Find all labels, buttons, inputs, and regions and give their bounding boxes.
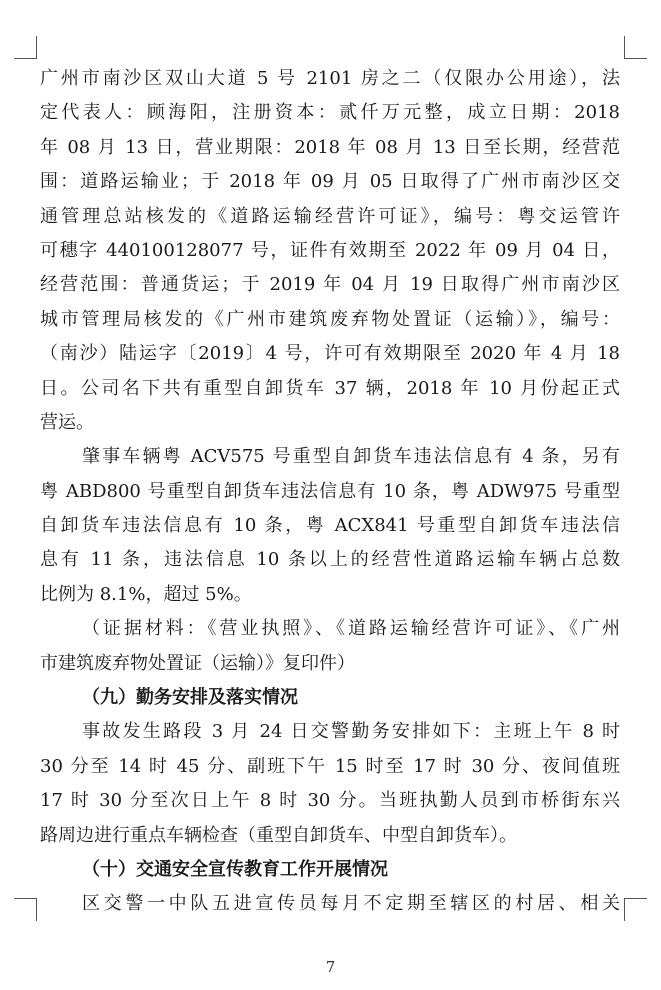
text-line: 肇事车辆粤 ACV575 号重型自卸货车违法信息有 4 条，另有 (82, 446, 620, 468)
text-line: 日。公司名下共有重型自卸货车 37 辆，2018 年 10 月份起正式 (40, 377, 620, 399)
text-line: 市建筑废弃物处置证（运输）》复印件） (40, 652, 355, 674)
text-line: （证据材料：《营业执照》、《道路运输经营许可证》、《广州 (82, 618, 620, 640)
section-heading: （九）勤务安排及落实情况 (82, 687, 298, 709)
text-line: 粤 ABD800 号重型自卸货车违法信息有 10 条，粤 ADW975 号重型 (40, 480, 620, 502)
text-line: 自卸货车违法信息有 10 条，粤 ACX841 号重型自卸货车违法信 (40, 515, 620, 537)
text-line: 围：道路运输业；于 2018 年 09 月 05 日取得了广州市南沙区交 (40, 171, 620, 193)
crop-mark-bottom-left (14, 898, 37, 921)
text-line: 比例为 8.1%，超过 5%。 (40, 583, 252, 605)
page-number: 7 (325, 958, 336, 976)
text-line: 区交警一中队五进宣传员每月不定期至辖区的村居、相关 (82, 893, 620, 915)
text-line: 息有 11 条，违法信息 10 条以上的经营性道路运输车辆占总数 (40, 549, 620, 571)
text-line: 事故发生路段 3 月 24 日交警勤务安排如下：主班上午 8 时 (82, 721, 620, 743)
text-line: 30 分至 14 时 45 分、副班下午 15 时至 17 时 30 分、夜间值班 (40, 755, 620, 777)
crop-mark-bottom-right (624, 898, 647, 921)
crop-mark-top-left (14, 36, 37, 59)
text-line: 可穗字 440100128077 号，证件有效期至 2022 年 09 月 04 日， (40, 239, 620, 261)
crop-mark-top-right (624, 36, 647, 59)
section-heading: （十）交通安全宣传教育工作开展情况 (82, 858, 388, 880)
text-line: 路周边进行重点车辆检查（重型自卸货车、中型自卸货车）。 (40, 824, 517, 846)
document-body (40, 62, 620, 922)
text-line: 通管理总站核发的《道路运输经营许可证》，编号：粤交运管许 (40, 205, 620, 227)
text-line: 营运。 (40, 411, 94, 433)
text-line: （南沙）陆运字〔2019〕4 号，许可有效期限至 2020 年 4 月 18 (40, 343, 620, 365)
text-line: 广州市南沙区双山大道 5 号 2101 房之二（仅限办公用途），法 (40, 68, 620, 89)
text-line: 17 时 30 分至次日上午 8 时 30 分。当班执勤人员到市桥街东兴 (40, 790, 620, 812)
text-line: 年 08 月 13 日，营业期限：2018 年 08 月 13 日至长期，经营范 (40, 136, 620, 158)
text-line: 经营范围：普通货运；于 2019 年 04 月 19 日取得广州市南沙区 (40, 274, 620, 296)
text-line: 定代表人：顾海阳，注册资本：贰仟万元整，成立日期：2018 (40, 102, 620, 124)
text-line: 城市管理局核发的《广州市建筑废弃物处置证（运输）》，编号： (40, 308, 620, 330)
